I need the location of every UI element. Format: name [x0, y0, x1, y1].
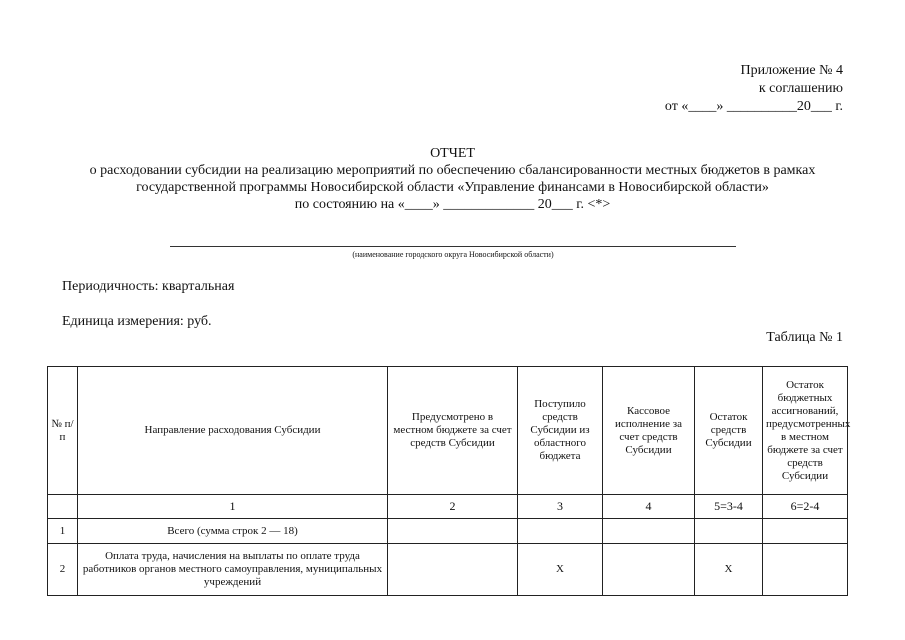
column-number: 5=3-4: [695, 495, 763, 519]
header-received: Поступило средств Субсидии из областного бюджета: [518, 367, 603, 495]
table-cell: X: [518, 544, 603, 596]
column-number: 6=2-4: [763, 495, 848, 519]
table-header-row: [48, 367, 848, 495]
unit-text: Единица измерения: руб.: [62, 314, 212, 329]
table-cell: [763, 544, 848, 596]
appendix-block: [665, 62, 843, 116]
header-direction: Направление расходования Субсидии: [78, 367, 388, 495]
table-row: [48, 519, 848, 544]
table-cell: Оплата труда, начисления на выплаты по оплате труда работников органов местного самоуправления, муниципальных учреждений: [78, 544, 388, 596]
header-planned: Предусмотрено в местном бюджете за счет средств Субсидии: [388, 367, 518, 495]
report-title: ОТЧЕТ: [430, 146, 475, 161]
municipality-caption: (наименование городского округа Новосибирской области): [352, 250, 554, 259]
column-number: 2: [388, 495, 518, 519]
municipality-field: [170, 237, 736, 260]
appendix-agreement: к соглашению: [758, 81, 843, 96]
report-heading: [40, 145, 865, 213]
column-number: 4: [603, 495, 695, 519]
table-cell: [518, 519, 603, 544]
table-cell: [388, 544, 518, 596]
table-cell: [695, 519, 763, 544]
appendix-date: от «____» __________20___ г.: [664, 99, 843, 114]
column-number-row: [48, 495, 848, 519]
periodicity-text: Периодичность: квартальная: [62, 279, 235, 294]
table-label: Таблица № 1: [766, 330, 843, 345]
report-table: [47, 366, 851, 596]
municipality-underline: [170, 237, 736, 247]
column-number: 1: [78, 495, 388, 519]
header-budget-remainder: Остаток бюджетных ассигнований, предусмотренных в местном бюджете за счет средств Субсидии: [763, 367, 848, 495]
report-subtitle-2: государственной программы Новосибирской области «Управление финансами в Новосибирской области»: [136, 180, 769, 195]
table-cell: [603, 519, 695, 544]
table-cell: [763, 519, 848, 544]
table-row: [48, 544, 848, 596]
table-cell: [388, 519, 518, 544]
report-date-line: по состоянию на «____» _____________ 20___ г. <*>: [294, 197, 611, 212]
table-cell: 1: [48, 519, 78, 544]
table-cell: [603, 544, 695, 596]
table-cell: 2: [48, 544, 78, 596]
column-number: 3: [518, 495, 603, 519]
report-subtitle-1: о расходовании субсидии на реализацию мероприятий по обеспечению сбалансированности местных бюджетов в рамках: [89, 163, 816, 178]
header-remainder: Остаток средств Субсидии: [695, 367, 763, 495]
column-number: [48, 495, 78, 519]
appendix-number: Приложение № 4: [740, 63, 843, 78]
table-cell: X: [695, 544, 763, 596]
table-cell: Всего (сумма строк 2 — 18): [78, 519, 388, 544]
header-executed: Кассовое исполнение за счет средств Субсидии: [603, 367, 695, 495]
header-number: № п/п: [48, 367, 78, 495]
